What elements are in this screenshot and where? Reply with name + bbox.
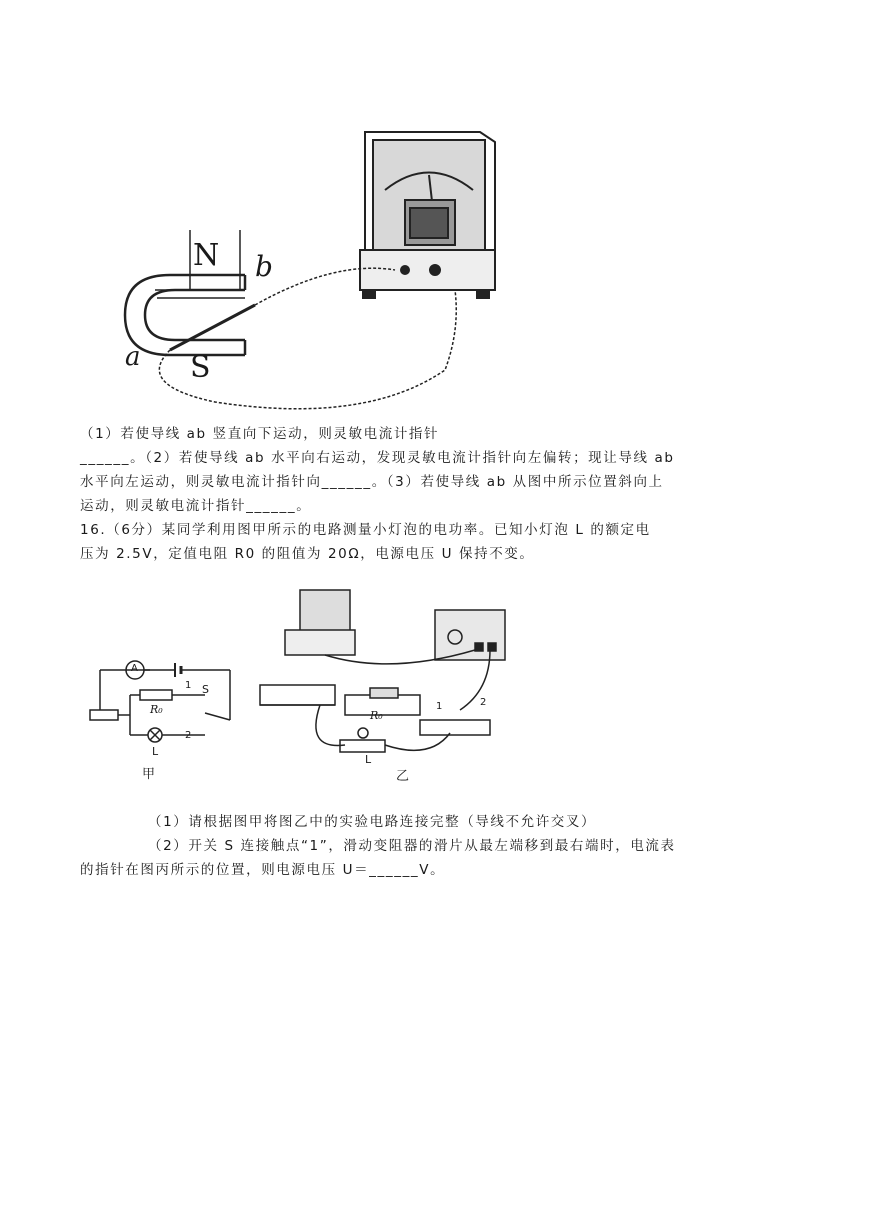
ammeter-device-icon — [300, 590, 350, 635]
north-pole-label: N — [193, 238, 220, 273]
contact-2-label-yi: 2 — [480, 697, 487, 708]
circuit-figure — [80, 585, 520, 785]
q15-line-4: 运动，则灵敏电流计指针______。 — [80, 498, 312, 514]
resistor-label-yi: R₀ — [370, 709, 383, 722]
switch-device-icon — [420, 720, 490, 735]
end-a-label: a — [125, 342, 141, 372]
galvanometer-figure — [115, 130, 535, 415]
q15-line-1: （1）若使导线 ab 竖直向下运动，则灵敏电流计指针 — [80, 426, 440, 442]
q16-line-1: 16.（6分）某同学利用图甲所示的电路测量小灯泡的电功率。已知小灯泡 L 的额定电 — [80, 522, 651, 538]
caption-yi: 乙 — [396, 769, 410, 784]
q16-part-2-line-1: （2）开关 S 连接触点“1”，滑动变阻器的滑片从最左端移到最右端时，电流表 — [148, 838, 676, 854]
switch-label: S — [202, 683, 209, 696]
q15-line-3: 水平向左运动，则灵敏电流计指针向______。（3）若使导线 ab 从图中所示位置斜向上 — [80, 474, 664, 490]
end-b-label: b — [255, 250, 273, 283]
contact-2-label-jia: 2 — [185, 730, 192, 741]
ammeter-label: A — [131, 663, 138, 674]
rheostat-icon — [90, 710, 118, 720]
q15-line-2: ______。（2）若使导线 ab 水平向右运动，发现灵敏电流计指针向左偏转；现让导线 ab — [80, 450, 675, 466]
lamp-device-icon — [340, 740, 385, 752]
resistor-icon — [140, 690, 172, 700]
contact-1-label-jia: 1 — [185, 680, 192, 691]
apparatus-yi — [260, 590, 505, 752]
power-supply-icon — [435, 610, 505, 660]
south-pole-label: S — [190, 350, 211, 385]
galvanometer-icon — [360, 132, 495, 298]
switch-blade — [205, 713, 230, 720]
rheostat-device-icon — [260, 685, 335, 705]
q16-line-2: 压为 2.5V，定值电阻 R0 的阻值为 20Ω，电源电压 U 保持不变。 — [80, 546, 535, 562]
resistor-label-jia: R₀ — [150, 703, 163, 716]
lamp-label-yi: L — [365, 753, 372, 766]
q16-part-1: （1）请根据图甲将图乙中的实验电路连接完整（导线不允许交叉） — [148, 814, 597, 830]
contact-1-label-yi: 1 — [436, 701, 443, 712]
lamp-label-jia: L — [152, 745, 159, 758]
circuit-diagram-jia — [90, 661, 230, 742]
q16-part-2-line-2: 的指针在图丙所示的位置，则电源电压 U＝______V。 — [80, 862, 446, 878]
caption-jia: 甲 — [142, 767, 156, 782]
